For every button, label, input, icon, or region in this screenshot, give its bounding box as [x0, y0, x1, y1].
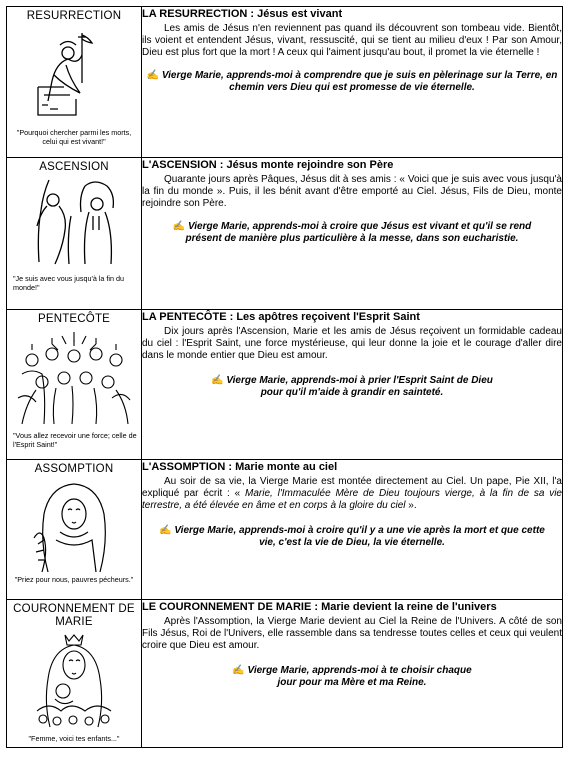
prayer-text: Vierge Marie, apprends-moi à croire que Jésus est vivant et qu'il se rend présent de manière plus particulière à la messe, dans son eucharistie.	[185, 220, 532, 245]
prayer-text: Vierge Marie, apprends-moi à comprendre que je suis en pèlerinage sur la Terre, en chemin vers Dieu qui est promesse de vie éternelle.	[161, 69, 558, 94]
section-heading	[142, 461, 562, 474]
picture-caption: "Pourquoi chercher parmi les morts, celui qui est vivant!"	[16, 128, 132, 146]
picture-title: ASCENSION	[39, 161, 109, 173]
section-body: Quarante jours après Pâques, Jésus dit à ses amis : « Voici que je suis avec vous jusqu'à la fin du monde ». Puis, il les bénit avant d'être emporté au Ciel. Jésus, Fils de Dieu, monte rejoindre son Père.	[142, 174, 562, 210]
section-heading	[142, 311, 562, 324]
pen-icon: ✍	[232, 664, 245, 676]
heading-label: LA RESURRECTION :	[142, 8, 255, 20]
picture-cell	[7, 158, 142, 310]
section-heading	[142, 8, 562, 21]
body-text: Au soir de sa vie, la Vierge Marie est montée directement au Ciel. Un pape, Pie XII, l'a expliqué par écrit : «	[142, 476, 562, 500]
table-row	[7, 158, 563, 310]
table-row	[7, 460, 563, 600]
section-prayer	[142, 221, 562, 246]
section-body	[142, 476, 562, 513]
apostles-looking-up-icon	[19, 176, 129, 268]
pen-icon: ✍	[159, 524, 172, 536]
table-row	[7, 600, 563, 748]
section-prayer	[142, 525, 562, 550]
heading-label: L'ASCENSION :	[142, 159, 224, 171]
text-cell	[142, 7, 563, 158]
text-cell	[142, 310, 563, 460]
heading-subtitle: Jésus monte rejoindre son Père	[226, 159, 394, 171]
prayer-text: Vierge Marie, apprends-moi à te choisir chaque jour pour ma Mère et ma Reine.	[247, 664, 472, 689]
picture-cell	[7, 600, 142, 748]
prayer-text: Vierge Marie, apprends-moi à croire qu'il y a une vie après la mort et que cette vie, c'est la vie de Dieu, la vie éternelle.	[174, 524, 545, 549]
pen-icon: ✍	[172, 220, 186, 232]
pen-icon: ✍	[211, 374, 224, 386]
section-heading	[142, 601, 562, 614]
heading-label: LE COURONNEMENT DE MARIE :	[142, 601, 318, 613]
picture-caption: "Vous allez recevoir une force; celle de l'Esprit Saint!"	[13, 431, 137, 449]
mary-portrait-icon	[26, 478, 122, 574]
risen-christ-icon	[24, 25, 124, 120]
section-heading	[142, 159, 562, 172]
section-body: Après l'Assomption, la Vierge Marie devient au Ciel la Reine de l'Univers. A côté de son Fils Jésus, Roi de l'Univers, elle rassemble dans sa tendresse toutes celles et ceux qui veulent croire que Dieu est amour.	[142, 616, 562, 652]
picture-title: RESURRECTION	[26, 10, 122, 22]
heading-subtitle: Jésus est vivant	[257, 8, 343, 20]
section-prayer	[142, 375, 562, 400]
heading-label: LA PENTECÔTE :	[142, 311, 234, 323]
section-prayer	[142, 70, 562, 95]
prayer-text: Vierge Marie, apprends-moi à prier l'Esprit Saint de Dieu pour qu'il m'aide à grandir en sainteté.	[226, 374, 493, 399]
text-cell	[142, 158, 563, 310]
table-row	[7, 310, 563, 460]
body-text-end: ».	[405, 500, 417, 512]
picture-caption: "Je suis avec vous jusqu'à la fin du monde!"	[13, 274, 124, 292]
heading-subtitle: Marie devient la reine de l'univers	[321, 601, 497, 613]
picture-caption: "Priez pour nous, pauvres pécheurs."	[14, 575, 134, 584]
crowned-mary-icon	[29, 631, 119, 731]
table-row	[7, 7, 563, 158]
picture-title: ASSOMPTION	[34, 463, 114, 475]
mysteries-sheet	[6, 6, 563, 748]
heading-subtitle: Les apôtres reçoivent l'Esprit Saint	[236, 311, 420, 323]
heading-label: L'ASSOMPTION :	[142, 461, 233, 473]
pen-icon: ✍	[146, 69, 160, 81]
mysteries-table	[6, 6, 563, 748]
picture-title: PENTECÔTE	[37, 313, 111, 325]
pentecost-crowd-icon	[12, 328, 136, 428]
picture-cell	[7, 7, 142, 158]
picture-title: COURONNEMENT DE MARIE	[13, 603, 135, 628]
body-quote: Marie, l'Immaculée Mère de Dieu toujours vierge, à la fin de sa vie terrestre, a été élevée en âme et en corps à la gloire du ciel	[142, 488, 562, 512]
section-body: Les amis de Jésus n'en reviennent pas quand ils découvrent son tombeau vide. Bientôt, ils voient et entendent Jésus, vivant, ressuscité, qui se tient au milieu d'eux ! Par son Amour, Dieu est plus fort que la mort ! A ceux qui l'aiment jusqu'au bout, il promet la vie éternelle !	[142, 23, 562, 59]
picture-cell	[7, 460, 142, 600]
picture-cell	[7, 310, 142, 460]
text-cell	[142, 600, 563, 748]
picture-caption: "Femme, voici tes enfants..."	[28, 734, 120, 743]
heading-subtitle: Marie monte au ciel	[235, 461, 338, 473]
section-prayer	[142, 665, 562, 690]
text-cell	[142, 460, 563, 600]
section-body: Dix jours après l'Ascension, Marie et les amis de Jésus reçoivent un formidable cadeau du ciel : l'Esprit Saint, une force mystérieuse, qui leur donne la joie et le courage d'aller dire dans le monde entier que Dieu est amour.	[142, 326, 562, 362]
